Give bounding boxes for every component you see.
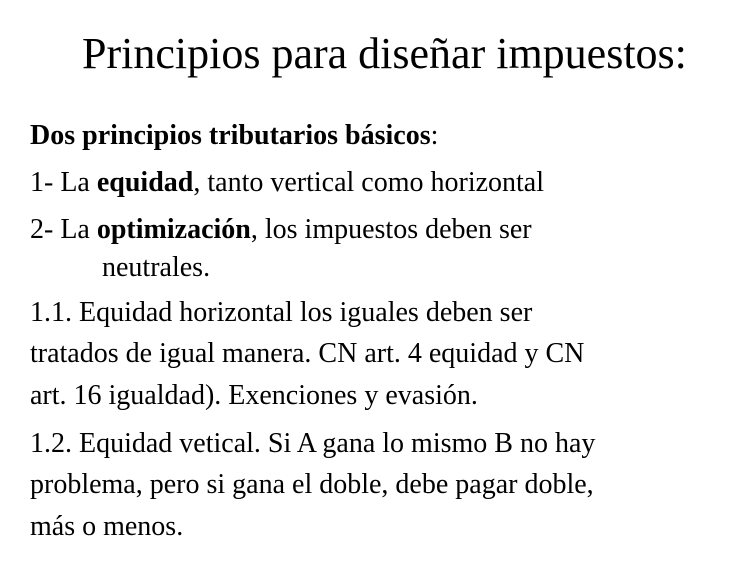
item2-rest: , los impuestos deben ser bbox=[250, 214, 532, 245]
para11-line-3: art. 16 igualdad). Exenciones y evasión. bbox=[30, 380, 478, 411]
item1-bold: equidad bbox=[96, 167, 194, 198]
principles-heading-bold: Dos principios tributarios básicos bbox=[30, 120, 431, 151]
item1-prefix: 1- La bbox=[30, 167, 97, 198]
para11-line-2: tratados de igual manera. CN art. 4 equidad y CN bbox=[30, 338, 585, 369]
para12-line-2: problema, pero si gana el doble, debe pagar doble, bbox=[30, 469, 594, 500]
principle-item-optimization bbox=[30, 210, 742, 286]
para11-line-1: 1.1. Equidad horizontal los iguales deben ser bbox=[30, 297, 533, 328]
paragraph-horizontal-equity bbox=[30, 293, 742, 417]
principle-item-equity bbox=[30, 163, 742, 203]
slide-title: Principios para diseñar impuestos: bbox=[82, 29, 687, 78]
para12-line-1: 1.2. Equidad vetical. Si A gana lo mismo B no hay bbox=[30, 428, 596, 459]
principles-heading-colon: : bbox=[430, 120, 439, 151]
item2-prefix: 2- La bbox=[30, 214, 97, 245]
paragraph-vertical-equity bbox=[30, 424, 742, 548]
item1-rest: , tanto vertical como horizontal bbox=[193, 167, 545, 198]
principles-heading bbox=[30, 116, 742, 156]
item2-continuation: neutrales. bbox=[102, 252, 211, 283]
item2-bold: optimización bbox=[96, 214, 251, 245]
slide-body bbox=[30, 116, 742, 548]
para12-line-3: más o menos. bbox=[30, 511, 184, 542]
